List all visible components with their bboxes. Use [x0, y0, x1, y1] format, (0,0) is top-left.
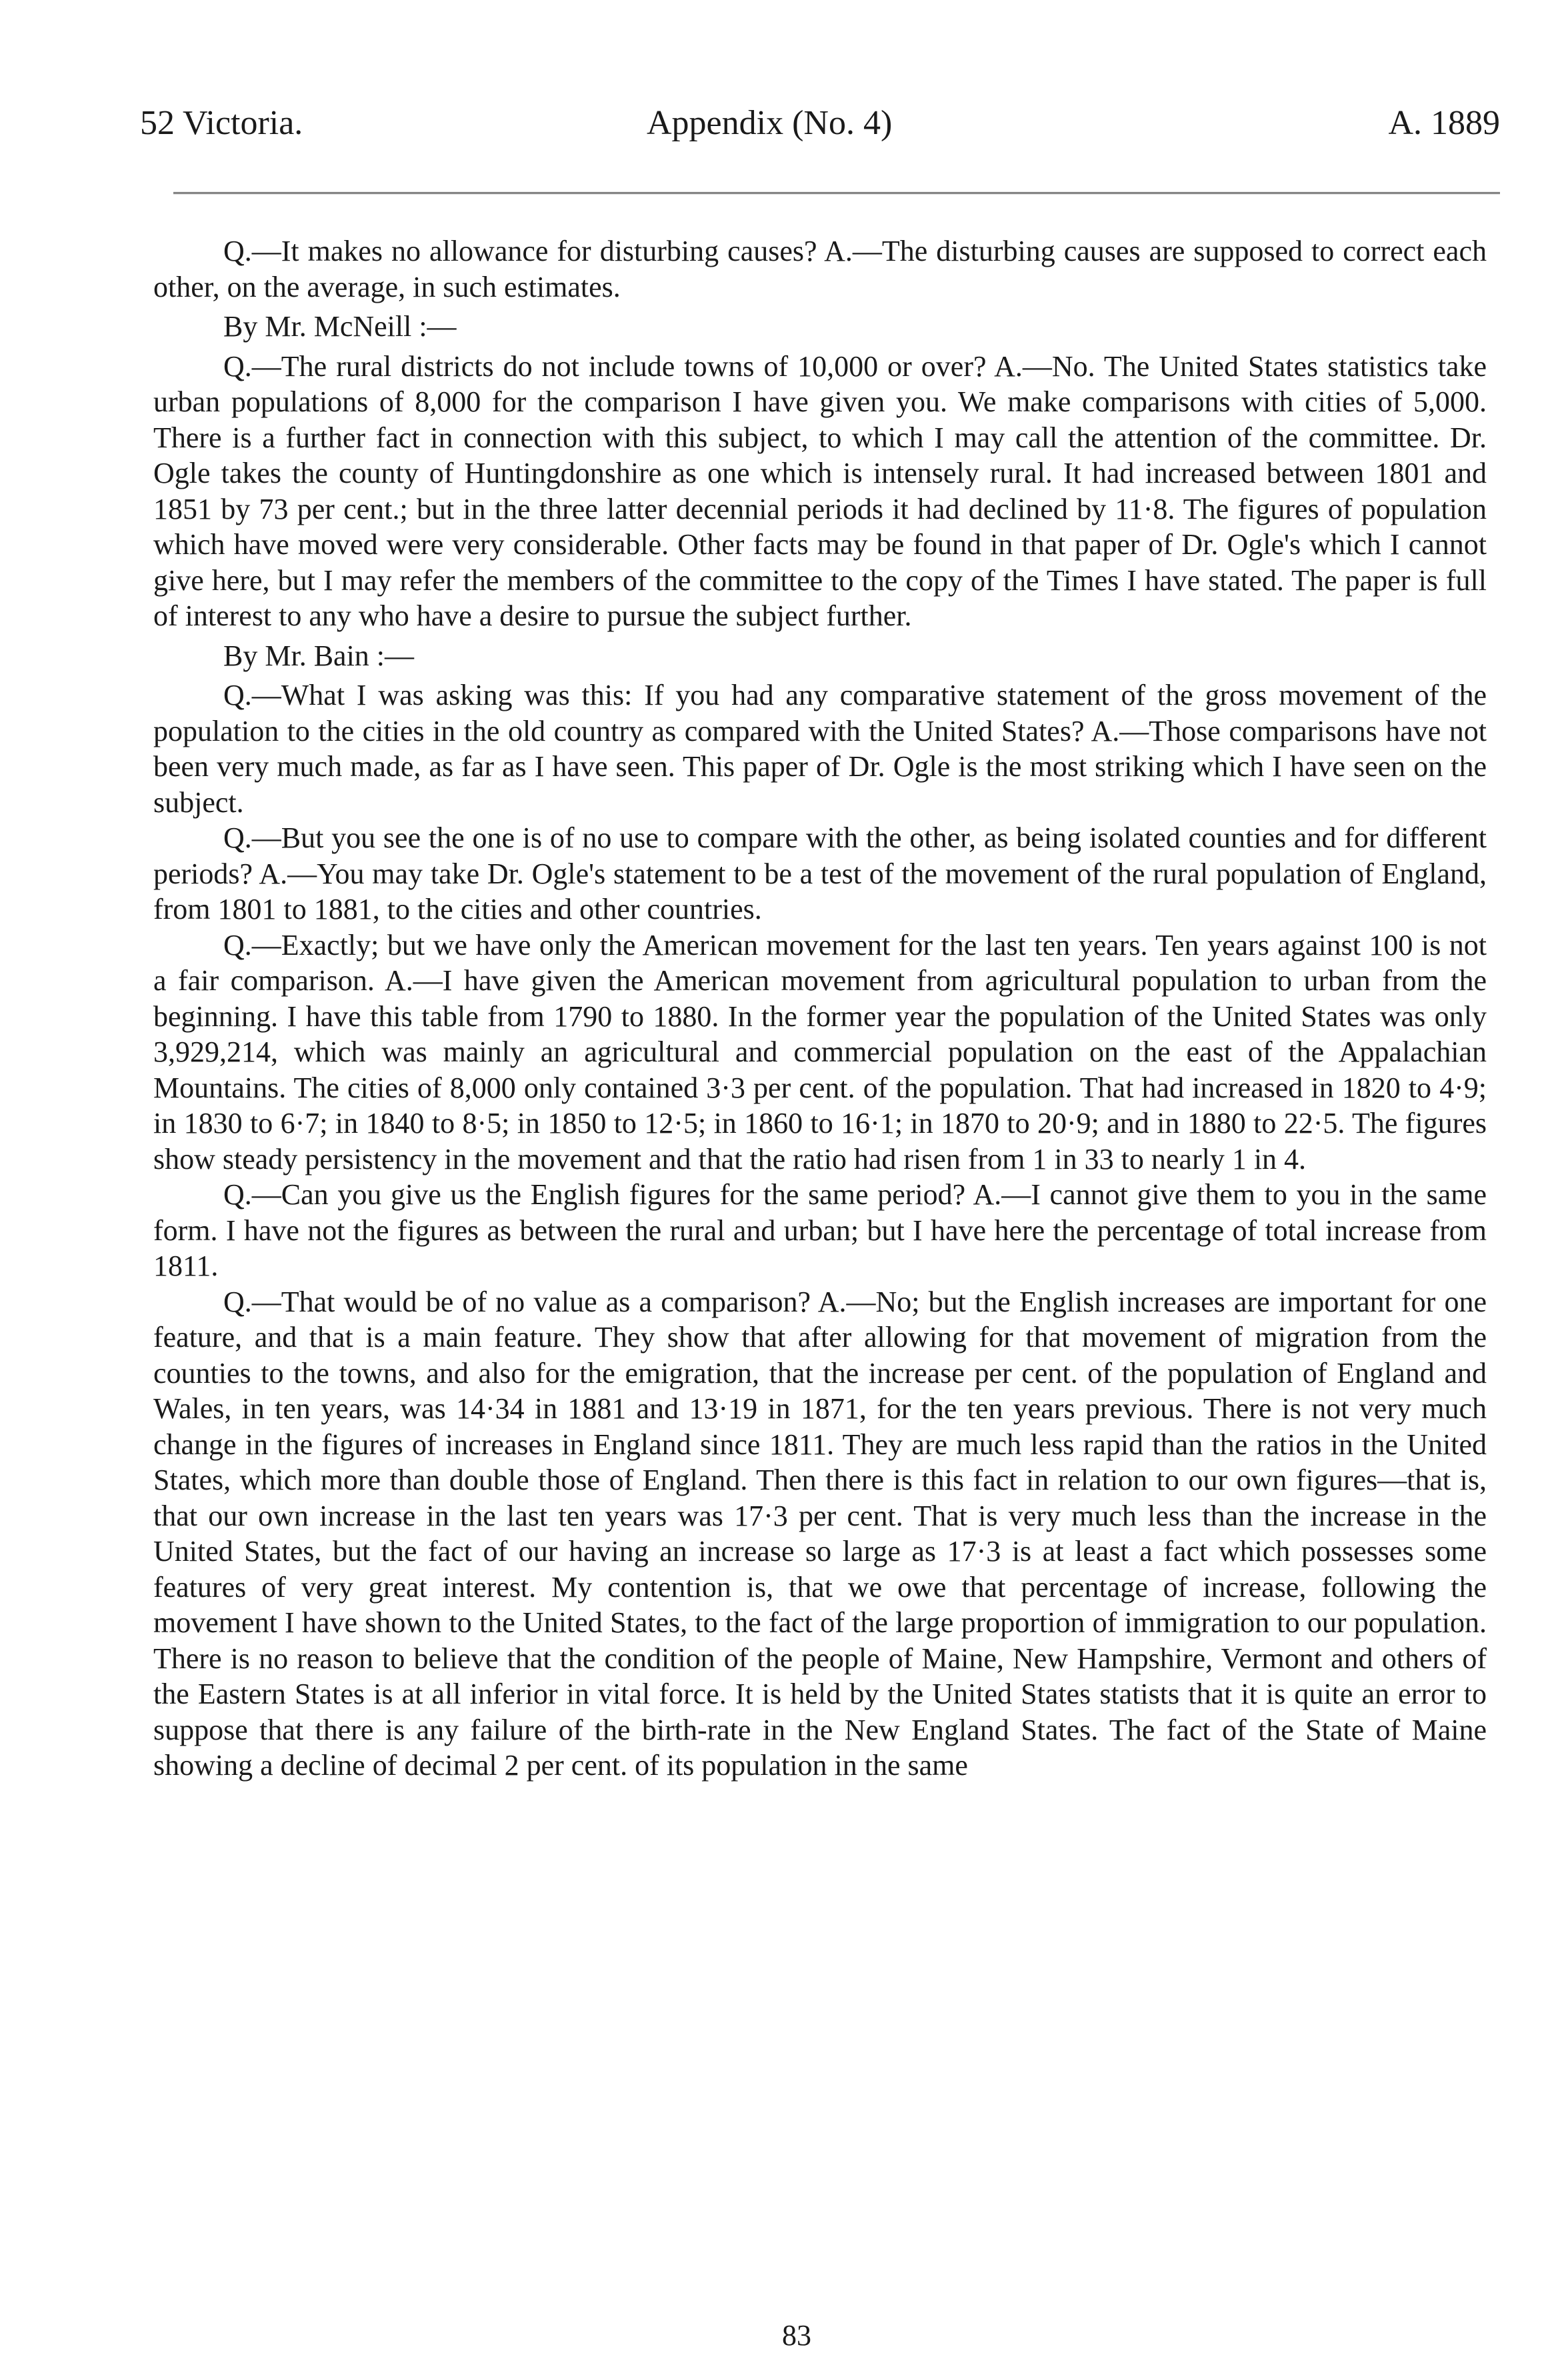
paragraph-4: Q.—But you see the one is of no use to compare with the other, as being isolated counties and for different periods? A.—You may take Dr. Ogle's statement to be a test of the movement of the rural population of England, from 1801 to 1881, to the cities and other countries. — [153, 821, 1487, 925]
page-header — [140, 100, 1500, 147]
page-number: 83 — [782, 2319, 811, 2352]
paragraph-7: Q.—That would be of no value as a comparison? A.—No; but the English increases are important for one feature, and that is a main feature. They show that after allowing for that movement of migration from the counties to the towns, and also for the emigration, that the increase per cent. of the population of England and Wales, in ten years, was 14·34 in 1881 and 13·19 in 1871, for the ten years previous. There is not very much change in the figures of increases in England since 1811. They are much less rapid than the ratios in the United States, which more than double those of England. Then there is this fact in relation to our own figures—that is, that our own increase in the last ten years was 17·3 per cent. That is very much less than the increase in the United States, but the fact of our having an increase so large as 17·3 is at least a fact which possesses some features of very great interest. My contention is, that we owe that percentage of increase, following the movement I have shown to the United States, to the fact of the large proportion of immigration to our population. There is no reason to believe that the condition of the people of Maine, New Hampshire, Vermont and others of the Eastern States is at all inferior in vital force. It is held by the United States statists that it is quite an error to suppose that there is any failure of the birth-rate in the New England States. The fact of the State of Maine showing a decline of decimal 2 per cent. of its population in the same — [153, 1285, 1487, 1782]
paragraph-2: Q.—The rural districts do not include towns of 10,000 or over? A.—No. The United States statistics take urban populations of 8,000 for the comparison I have given you. We make comparisons with cities of 5,000. There is a further fact in connection with this subject, to which I may call the attention of the committee. Dr. Ogle takes the county of Huntingdonshire as one which is intensely rural. It had increased between 1801 and 1851 by 73 per cent.; but in the three latter decennial periods it had declined by 11·8. The figures of population which have moved were very considerable. Other facts may be found in that paper of Dr. Ogle's which I cannot give here, but I may refer the members of the committee to the copy of the Times I have stated. The paper is full of interest to any who have a desire to pursue the subject further. — [153, 349, 1487, 632]
paragraph-3: Q.—What I was asking was this: If you had any comparative statement of the gross movement of the population to the cities in the old country as compared with the United States? A.—Those comparisons have not been very much made, as far as I have seen. This paper of Dr. Ogle is the most striking which I have seen on the subject. — [153, 679, 1487, 819]
speaker-heading-bain: By Mr. Bain :— — [223, 639, 415, 672]
appendix-label: Appendix (No. 4) — [647, 104, 893, 142]
session-label: 52 Victoria. — [140, 104, 303, 142]
year-label: A. 1889 — [1388, 104, 1500, 142]
header-rule — [173, 192, 1500, 194]
speaker-heading-mcneill: By Mr. McNeill :— — [223, 310, 457, 343]
paragraph-6: Q.—Can you give us the English figures for the same period? A.—I cannot give them to you in the same form. I have not the figures as between the rural and urban; but I have here the percentage of total increase from 1811. — [153, 1178, 1487, 1282]
body-text — [153, 233, 1487, 1784]
paragraph-5: Q.—Exactly; but we have only the American movement for the last ten years. Ten years against 100 is not a fair comparison. A.—I have given the American movement from agricultural population to urban from the beginning. I have this table from 1790 to 1880. In the former year the population of the United States was only 3,929,214, which was mainly an agricultural and commercial population on the east of the Appalachian Mountains. The cities of 8,000 only contained 3·3 per cent. of the population. That had increased in 1820 to 4·9; in 1830 to 6·7; in 1840 to 8·5; in 1850 to 12·5; in 1860 to 16·1; in 1870 to 20·9; and in 1880 to 22·5. The figures show steady persistency in the movement and that the ratio had risen from 1 in 33 to nearly 1 in 4. — [153, 928, 1487, 1175]
paragraph-1: Q.—It makes no allowance for disturbing causes? A.—The disturbing causes are supposed to correct each other, on the average, in such estimates. — [153, 235, 1487, 303]
